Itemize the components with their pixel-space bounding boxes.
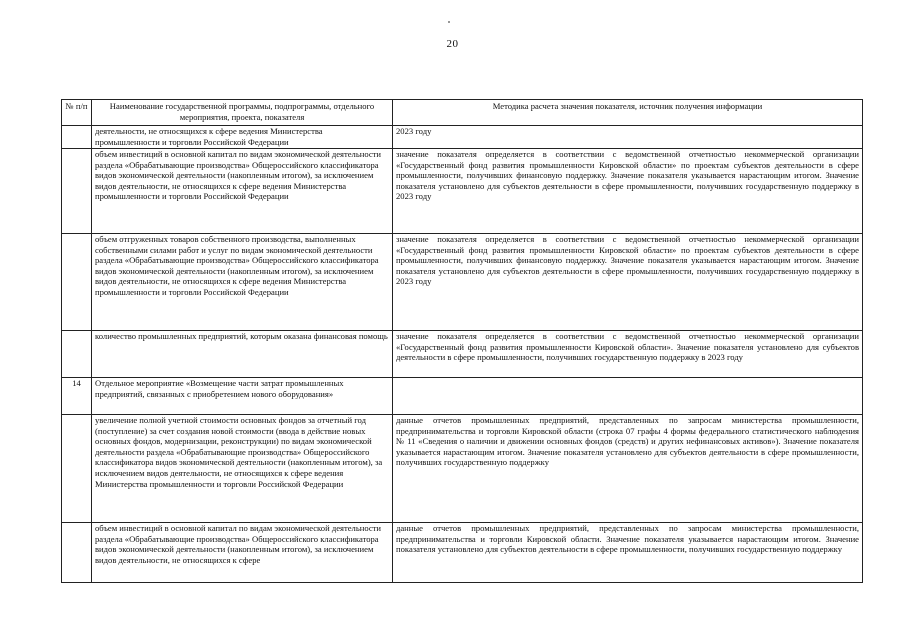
row-name: объем отгруженных товаров собственного производства, выполненных собственными силами работ и услуг по видам экономической деятельности раздела «Обрабатывающие производства» Общероссийского классификатора видов экономической деятельности (накопленным итогом), за исключением видов деятельности, не относящихся к сфере ведения Министерства промышленности и торговли Российской Федерации bbox=[92, 234, 393, 331]
row-method: значение показателя определяется в соответствии с ведомственной отчетностью некоммерческой организации «Государственный фонд развития промышленности Кировской области» по проектам субъектов деятельности в сфере промышленности, получивших финансовую поддержку. Значение показателя указывается нарастающим итогом. Значение показателя установлено для субъектов деятельности в сфере промышленности, получивших государственную поддержку в 2023 году bbox=[393, 234, 863, 331]
row-name: Отдельное мероприятие «Возмещение части затрат промышленных предприятий, связанных с приобретением нового оборудования» bbox=[92, 378, 393, 415]
row-number bbox=[62, 234, 92, 331]
row-method: 2023 году bbox=[393, 126, 863, 149]
table-row bbox=[62, 149, 863, 234]
header-name: Наименование государственной программы, подпрограммы, отдельного мероприятия, проекта, показателя bbox=[92, 100, 393, 126]
table-row bbox=[62, 415, 863, 523]
table-header-row bbox=[62, 100, 863, 126]
row-method: данные отчетов промышленных предприятий, представленных по запросам министерства промышленности, предпринимательства и торговли Кировской области. Значение показателя указывается нарастающим итогом. Значение показателя установлено для субъектов деятельности в сфере промышленности, получивших государственную поддержку bbox=[393, 523, 863, 583]
row-method: значение показателя определяется в соответствии с ведомственной отчетностью некоммерческой организации «Государственный фонд развития промышленности Кировской области». Значение показателя установлено для субъектов деятельности в сфере промышленности, получивших государственную поддержку в 2023 году bbox=[393, 331, 863, 378]
table-row bbox=[62, 234, 863, 331]
row-number bbox=[62, 126, 92, 149]
table-row bbox=[62, 331, 863, 378]
table-row bbox=[62, 126, 863, 149]
row-name: количество промышленных предприятий, которым оказана финансовая помощь bbox=[92, 331, 393, 378]
row-number bbox=[62, 523, 92, 583]
row-name: деятельности, не относящихся к сфере ведения Министерства промышленности и торговли Российской Федерации bbox=[92, 126, 393, 149]
table-row bbox=[62, 378, 863, 415]
header-number: № п/п bbox=[62, 100, 92, 126]
table-row bbox=[62, 523, 863, 583]
header-method: Методика расчета значения показателя, источник получения информации bbox=[393, 100, 863, 126]
row-name: объем инвестиций в основной капитал по видам экономической деятельности раздела «Обрабатывающие производства» Общероссийского классификатора видов экономической деятельности (накопленным итогом), за исключением видов деятельности, не относящихся к сфере bbox=[92, 523, 393, 583]
page-number: 20 bbox=[446, 38, 459, 50]
row-number bbox=[62, 149, 92, 234]
row-number bbox=[62, 331, 92, 378]
row-method: данные отчетов промышленных предприятий, представленных по запросам министерства промышленности, предпринимательства и торговли Кировской области (строка 07 графы 4 формы федерального статистического наблюдения № 11 «Сведения о наличии и движении основных фондов (средств) и других нефинансовых активов»). Значение показателя указывается нарастающим итогом. Значение показателя установлено для субъектов деятельности в сфере промышленности, получивших государственную поддержку bbox=[393, 415, 863, 523]
row-method bbox=[393, 378, 863, 415]
scan-speck bbox=[448, 21, 450, 23]
indicators-table bbox=[61, 99, 863, 583]
row-name: увеличение полной учетной стоимости основных фондов за отчетный год (поступление) за счет создания новой стоимости (ввода в действие новых основных фондов, модернизации, реконструкции) по видам экономической деятельности раздела «Обрабатывающие производства» Общероссийского классификатора видов экономической деятельности (накопленным итогом), за исключением видов деятельности, не относящихся к сфере ведения Министерства промышленности и торговли Российской Федерации bbox=[92, 415, 393, 523]
row-name: объем инвестиций в основной капитал по видам экономической деятельности раздела «Обрабатывающие производства» Общероссийского классификатора видов экономической деятельности (накопленным итогом), за исключением видов деятельности, не относящихся к сфере ведения Министерства промышленности и торговли Российской Федерации bbox=[92, 149, 393, 234]
row-method: значение показателя определяется в соответствии с ведомственной отчетностью некоммерческой организации «Государственный фонд развития промышленности Кировской области» по проектам субъектов деятельности в сфере промышленности, получивших финансовую поддержку. Значение показателя указывается нарастающим итогом. Значение показателя установлено для субъектов деятельности в сфере промышленности, получивших государственную поддержку в 2023 году bbox=[393, 149, 863, 234]
row-number bbox=[62, 415, 92, 523]
row-number: 14 bbox=[62, 378, 92, 415]
